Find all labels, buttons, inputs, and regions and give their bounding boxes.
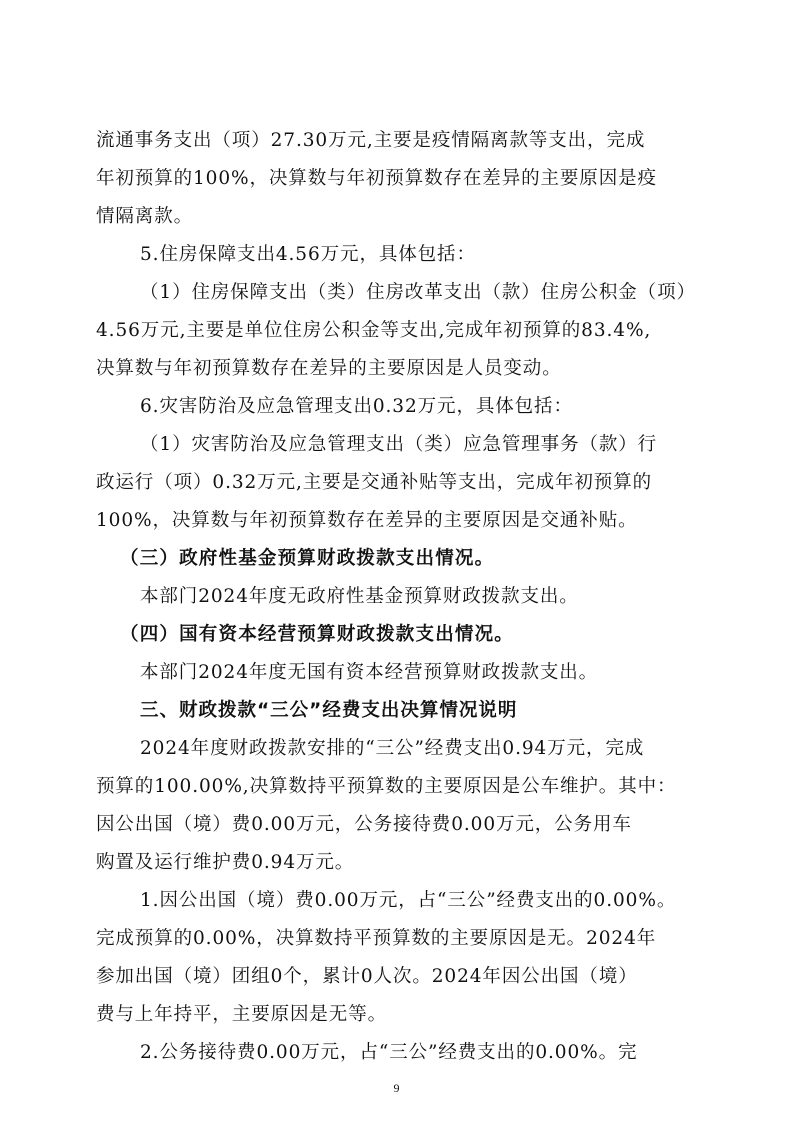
body-line: 政运行（项）0.32万元,主要是交通补贴等支出，完成年初预算的 [96, 472, 652, 493]
body-line: 年初预算的100%，决算数与年初预算数存在差异的主要原因是疫 [96, 168, 657, 189]
body-line: 费与上年持平，主要原因是无等。 [96, 1004, 388, 1025]
body-line: 本部门2024年度无政府性基金预算财政拨款支出。 [140, 586, 579, 607]
body-line: （1）住房保障支出（类）住房改革支出（款）住房公积金（项） [140, 282, 696, 303]
body-line: 6.灾害防治及应急管理支出0.32万元，具体包括： [140, 396, 573, 417]
body-line: 流通事务支出（项）27.30万元,主要是疫情隔离款等支出，完成 [96, 130, 646, 151]
body-line: （1）灾害防治及应急管理支出（类）应急管理事务（款）行 [140, 434, 658, 455]
body-line: 本部门2024年度无国有资本经营预算财政拨款支出。 [140, 662, 599, 683]
section-heading: 三、财政拨款“三公”经费支出决算情况说明 [140, 700, 518, 721]
body-line: 购置及运行维护费0.94万元。 [96, 852, 355, 873]
body-line: 4.56万元,主要是单位住房公积金等支出,完成年初预算的83.4%, [96, 320, 652, 341]
body-line: 100%，决算数与年初预算数存在差异的主要原因是交通补贴。 [96, 510, 638, 531]
body-line: 因公出国（境）费0.00万元，公务接待费0.00万元，公务用车 [96, 814, 632, 835]
body-line: 情隔离款。 [96, 206, 194, 227]
body-line: 完成预算的0.00%，决算数持平预算数的主要原因是无。2024年 [96, 928, 657, 949]
body-line: 决算数与年初预算数存在差异的主要原因是人员变动。 [96, 358, 562, 379]
body-line: 2024年度财政拨款安排的“三公”经费支出0.94万元，完成 [140, 738, 645, 759]
page-number: 9 [393, 1081, 400, 1095]
body-line: 5.住房保障支出4.56万元，具体包括： [140, 244, 476, 265]
body-line: 2.公务接待费0.00万元，占“三公”经费支出的0.00%。完 [140, 1042, 638, 1063]
subsection-heading: （三）政府性基金预算财政拨款支出情况。 [120, 548, 495, 569]
body-line: 参加出国（境）团组0个，累计0人次。2024年因公出国（境） [96, 966, 638, 987]
subsection-heading: （四）国有资本经营预算财政拨款支出情况。 [120, 624, 515, 645]
body-line: 1.因公出国（境）费0.00万元，占“三公”经费支出的0.00%。 [140, 890, 677, 911]
body-line: 预算的100.00%,决算数持平预算数的主要原因是公车维护。其中： [96, 776, 677, 797]
